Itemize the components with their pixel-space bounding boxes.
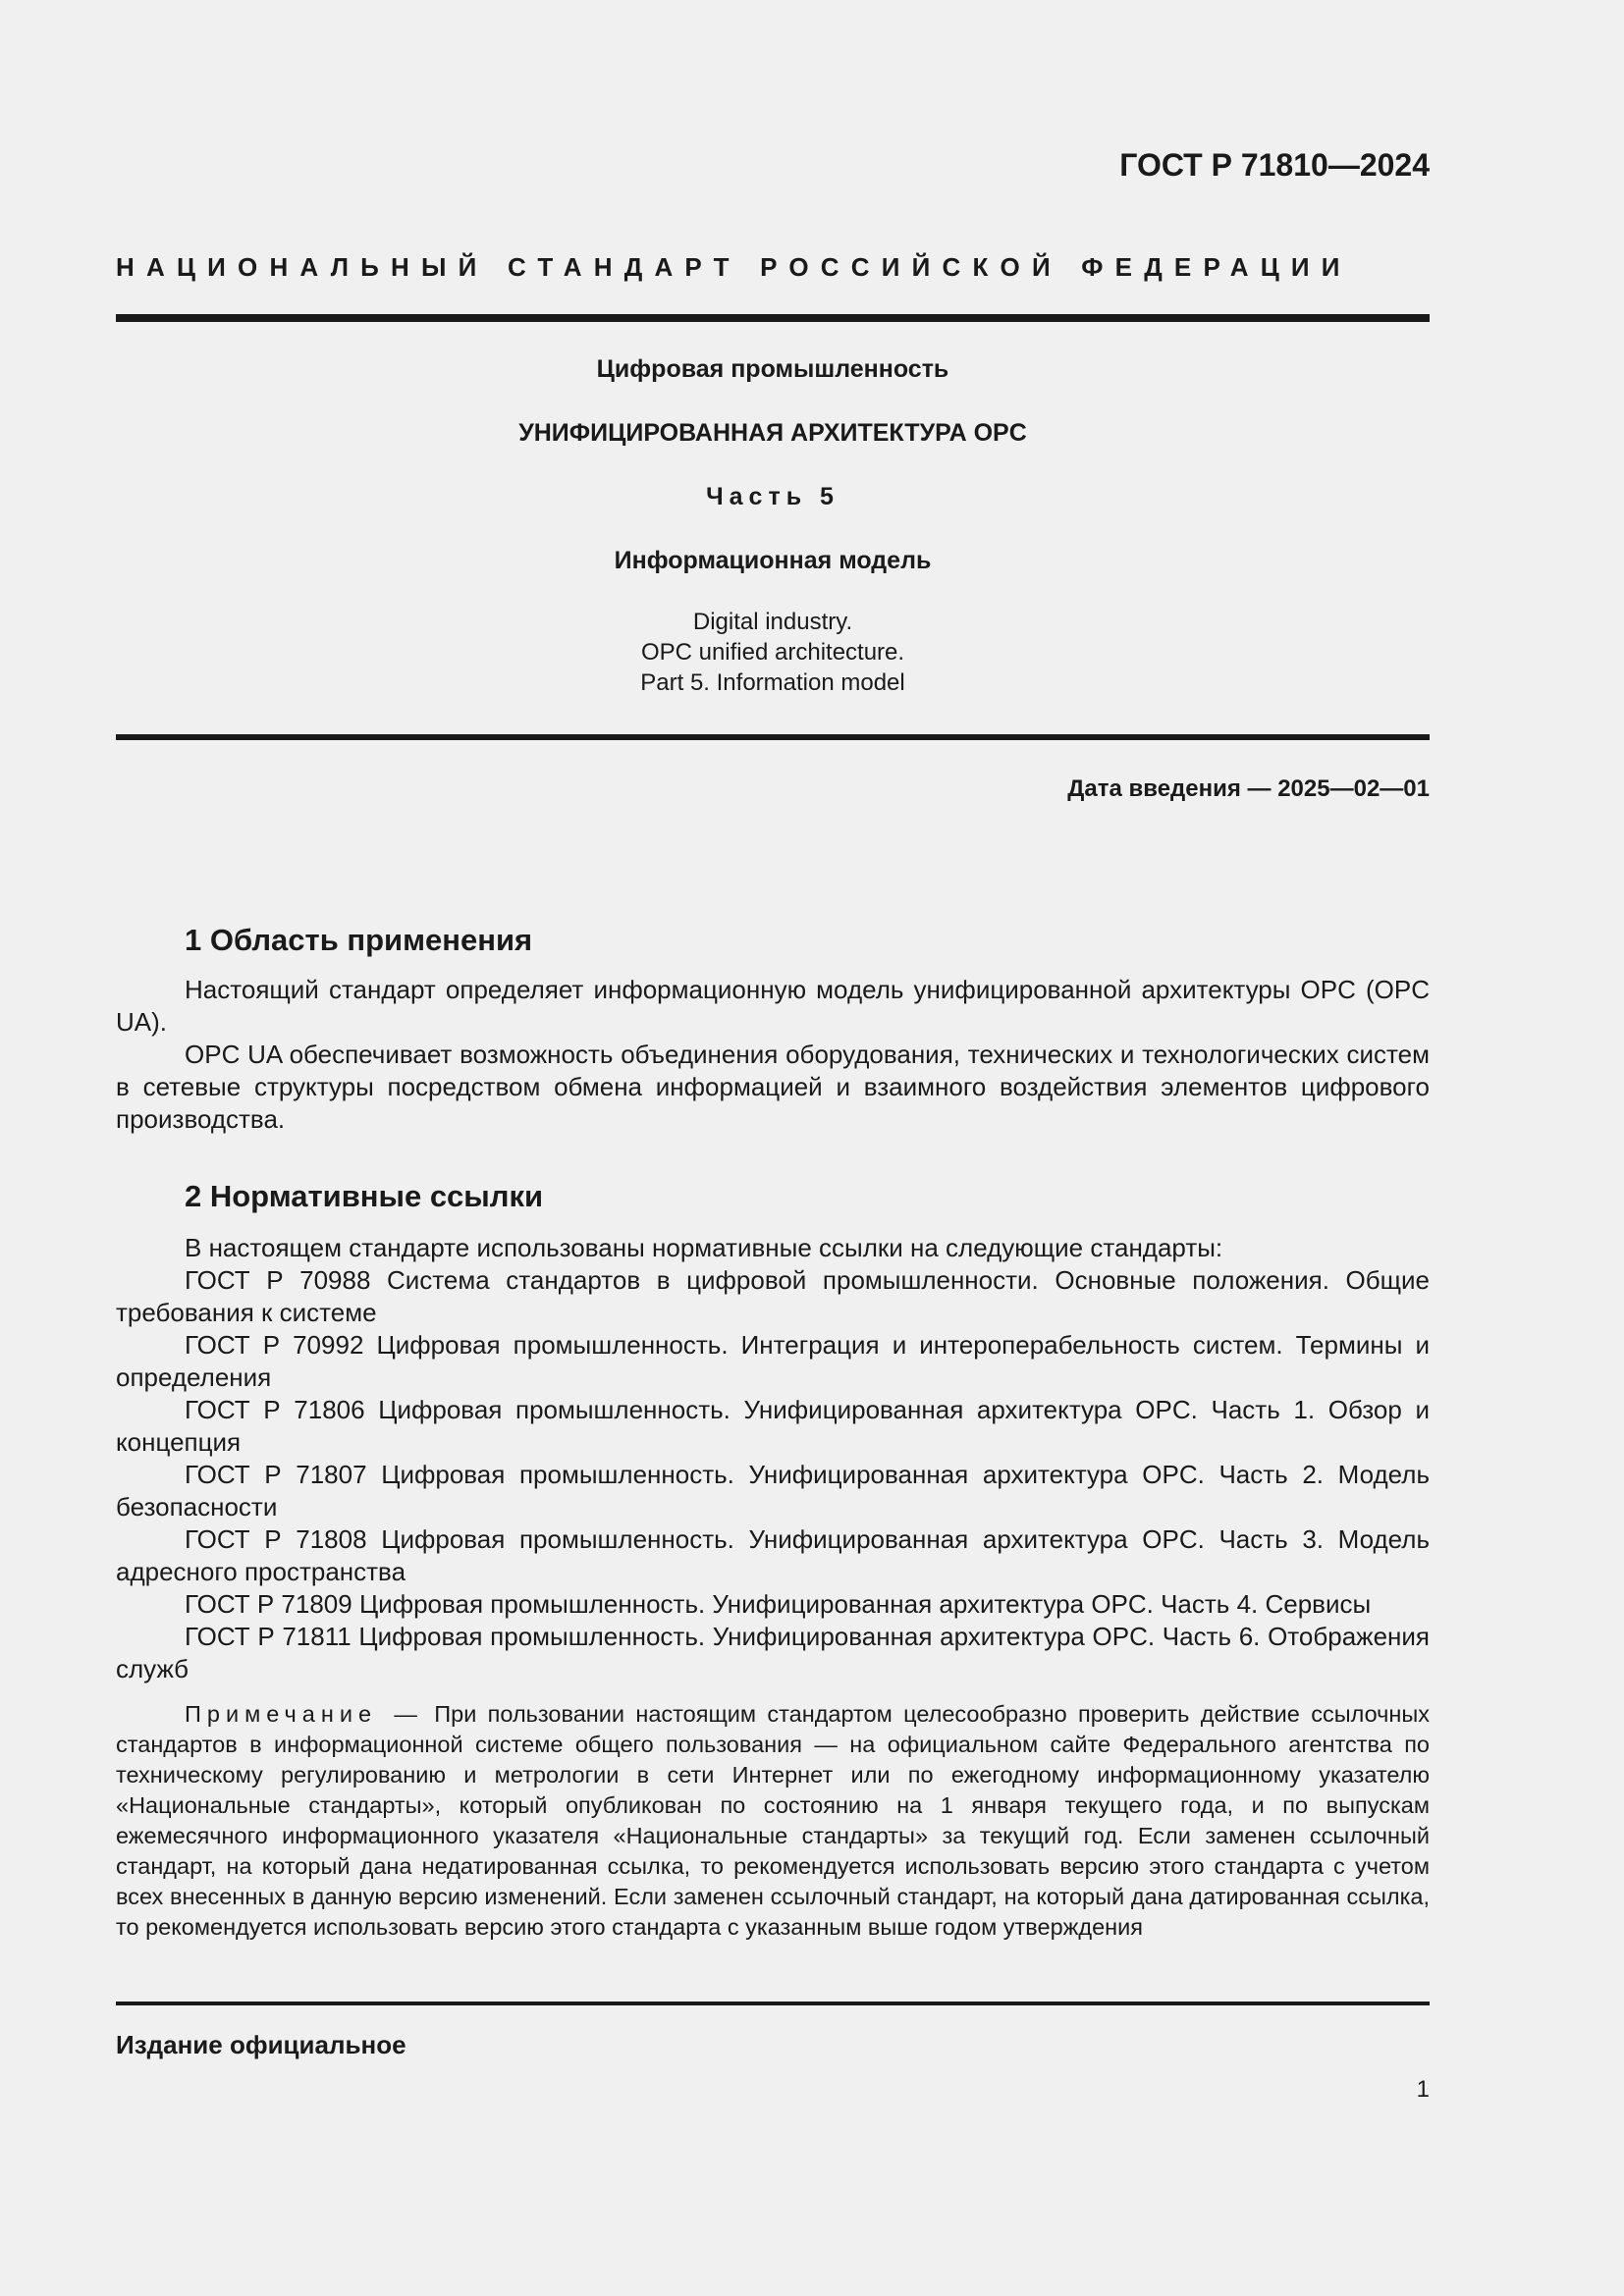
english-title-line: Digital industry. xyxy=(692,609,853,635)
national-standard-banner: НАЦИОНАЛЬНЫЙ СТАНДАРТ РОССИЙСКОЙ ФЕДЕРАЦИИ xyxy=(116,252,1352,282)
main-content xyxy=(116,919,1430,1966)
reference-item: ГОСТ Р 70988 Система стандартов в цифровой промышленности. Основные положения. Общие требования к системе xyxy=(116,1265,1430,1327)
english-title-line: OPC unified architecture. xyxy=(640,639,905,666)
reference-item: ГОСТ Р 71809 Цифровая промышленность. Унифицированная архитектура OPC. Часть 4. Сервисы xyxy=(185,1589,1372,1619)
note-paragraph xyxy=(116,1699,1430,1943)
section1-heading: 1 Область применения xyxy=(185,923,533,957)
intro-date: Дата введения — 2025—02—01 xyxy=(1067,775,1430,802)
title-line2: УНИФИЦИРОВАННАЯ АРХИТЕКТУРА OPC xyxy=(518,419,1027,447)
english-title-line: Part 5. Information model xyxy=(640,669,905,696)
section2-intro: В настоящем стандарте использованы нормативные ссылки на следующие стандарты: xyxy=(185,1233,1223,1262)
section1-paragraph: Настоящий стандарт определяет информационную модель унифицированной архитектуры OPC (OPC UA). xyxy=(116,975,1430,1037)
section1-paragraph: OPC UA обеспечивает возможность объединения оборудования, технических и технологических систем в сетевые структуры посредством обмена информацией и взаимного воздействия элементов цифрового производства. xyxy=(116,1040,1430,1134)
reference-item: ГОСТ Р 71808 Цифровая промышленность. Унифицированная архитектура OPC. Часть 3. Модель адресного пространства xyxy=(116,1524,1430,1586)
title-line1: Цифровая промышленность xyxy=(596,355,949,383)
footer-divider xyxy=(116,2002,1430,2005)
reference-item: ГОСТ Р 71811 Цифровая промышленность. Унифицированная архитектура OPC. Часть 6. Отображения служб xyxy=(116,1622,1430,1683)
doc-number: ГОСТ Р 71810—2024 xyxy=(1119,147,1430,183)
reference-item: ГОСТ Р 70992 Цифровая промышленность. Интеграция и интероперабельность систем. Термины и определения xyxy=(116,1330,1430,1392)
title-bottom-divider xyxy=(116,734,1430,740)
edition-label: Издание официальное xyxy=(116,2030,406,2059)
note-label: Примечание — xyxy=(185,1701,423,1727)
title-line4: Информационная модель xyxy=(614,547,932,574)
section2-heading: 2 Нормативные ссылки xyxy=(185,1179,544,1213)
title-part: Часть 5 xyxy=(706,483,839,510)
reference-item: ГОСТ Р 71806 Цифровая промышленность. Унифицированная архитектура OPC. Часть 1. Обзор и концепция xyxy=(116,1395,1430,1457)
reference-item: ГОСТ Р 71807 Цифровая промышленность. Унифицированная архитектура OPC. Часть 2. Модель безопасности xyxy=(116,1460,1430,1522)
top-divider xyxy=(116,314,1430,322)
note-text: При пользовании настоящим стандартом целесообразно проверить действие ссылочных стандартов в информационной системе общего пользования — на официальном сайте Федерального агентства по техническому регулированию и метрологии в сети Интернет или по ежегодному информационному указателю «Национальные стандарты», который опубликован по состоянию на 1 января текущего года, и по выпускам ежемесячного информационного указателя «Национальные стандарты» за текущий год. Если заменен ссылочный стандарт, на который дана недатированная ссылка, то рекомендуется использовать версию этого стандарта с учетом всех внесенных в данную версию изменений. Если заменен ссылочный стандарт, на который дана датированная ссылка, то рекомендуется использовать версию этого стандарта с указанным выше годом утверждения xyxy=(116,1701,1430,1940)
english-title xyxy=(116,607,1430,698)
page-number: 1 xyxy=(1416,2076,1430,2103)
